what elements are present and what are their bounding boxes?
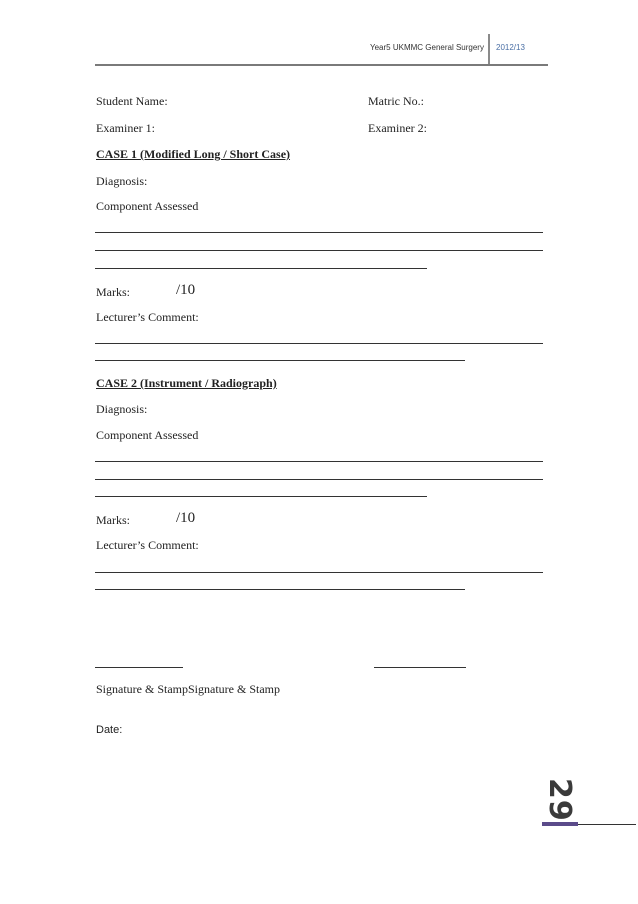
case2-component-line-1 [95,461,543,462]
case2-comment-label: Lecturer’s Comment: [96,538,199,552]
page-number: 29 [542,778,577,822]
case2-marks-label: Marks: [96,513,130,527]
case2-component-label: Component Assessed [96,428,199,442]
case2-marks-value: /10 [176,510,196,526]
page-number-bar [542,822,578,826]
case1-comment-line-1 [95,343,543,344]
case1-marks-label: Marks: [96,285,130,299]
case1-diagnosis-label: Diagnosis: [96,174,148,188]
case1-component-label: Component Assessed [96,199,199,213]
case1-component-line-2 [95,250,543,251]
case1-marks-value: /10 [176,282,196,298]
case1-title: CASE 1 (Modified Long / Short Case) [96,147,291,161]
case1-comment-line-2 [95,360,465,361]
signature-line-right [374,667,466,668]
examiner1-label: Examiner 1: [96,121,155,135]
matric-no-label: Matric No.: [368,94,424,108]
case2-component-line-2 [95,479,543,480]
case2-component-line-3 [95,496,427,497]
case2-comment-line-2 [95,589,465,590]
case1-comment-label: Lecturer’s Comment: [96,310,199,324]
header-year: 2012/13 [496,43,525,52]
footer-rule [578,824,636,825]
signature-line-left [95,667,183,668]
case2-title: CASE 2 (Instrument / Radiograph) [96,376,277,390]
case2-diagnosis-label: Diagnosis: [96,402,148,416]
date-label: Date: [96,724,123,736]
case1-component-line-3 [95,268,427,269]
header-course-title: Year5 UKMMC General Surgery [370,43,484,52]
case2-comment-line-1 [95,572,543,573]
student-name-label: Student Name: [96,94,168,108]
examiner2-label: Examiner 2: [368,121,427,135]
case1-component-line-1 [95,232,543,233]
signature-label: Signature & StampSignature & Stamp [96,682,280,696]
header-rule [95,64,548,66]
header-divider [488,34,490,66]
